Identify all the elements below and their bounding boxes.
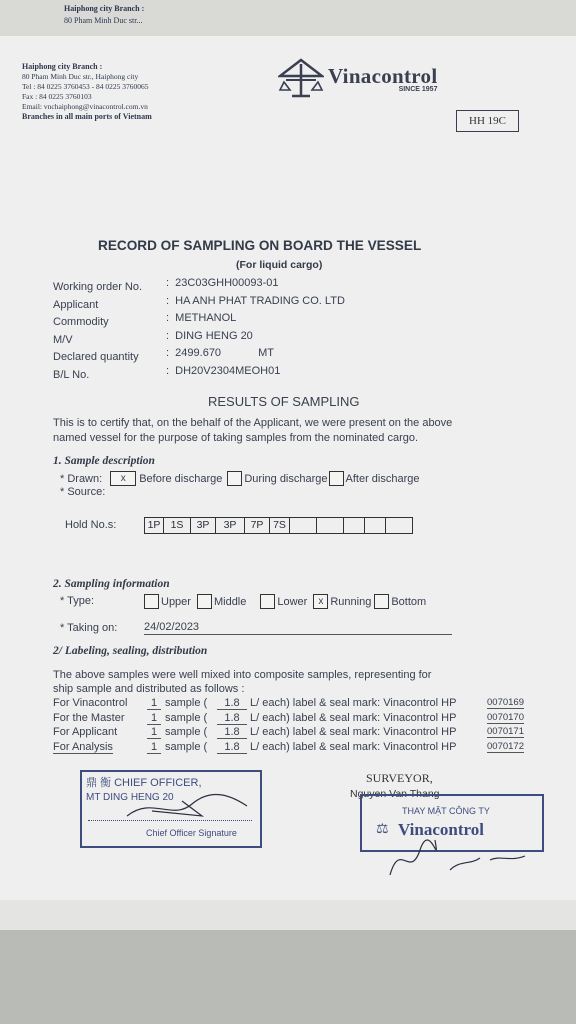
section-sample-description: 1. Sample description xyxy=(53,455,155,467)
stamp-top-text: THAY MẶT CÔNG TY xyxy=(402,806,490,816)
field-label: Commodity xyxy=(53,316,109,328)
hold-cell[interactable]: 3P xyxy=(190,517,216,534)
stamp-logo-text: Vinacontrol xyxy=(398,820,484,839)
branch-tel: Tel : 84 0225 3760453 - 84 0225 3760065 xyxy=(22,82,149,91)
results-heading: RESULTS OF SAMPLING xyxy=(208,394,360,409)
distribution-row xyxy=(53,697,543,712)
hold-cell[interactable]: 7P xyxy=(244,517,270,534)
branch-email: Email: vnchaiphong@vinacontrol.com.vn xyxy=(22,102,148,111)
hold-cells xyxy=(144,517,412,534)
surveyor-title: SURVEYOR, xyxy=(366,771,433,785)
distribution-volume: 1.8 xyxy=(217,726,247,739)
type-option-label: Middle xyxy=(213,595,247,608)
sample-word: sample ( xyxy=(165,726,208,738)
distribution-row xyxy=(53,741,543,756)
distribution-intro-2: ship sample and distributed as follows : xyxy=(53,683,245,695)
drawn-checkbox-before[interactable]: x xyxy=(110,471,136,486)
branch-fax: Fax : 84 0225 3760103 xyxy=(22,92,92,101)
field-label: Working order No. xyxy=(53,281,143,293)
stamp-scales-icon: ⚖ xyxy=(376,820,389,836)
record-fields xyxy=(53,277,503,382)
field-row: Applicant : HA ANH PHAT TRADING CO. LTD xyxy=(53,294,345,311)
drawn-checkbox-during[interactable] xyxy=(227,471,242,486)
drawn-checkbox-after[interactable] xyxy=(329,471,344,486)
seal-number: 0070169 xyxy=(487,697,524,708)
type-checkbox-lower[interactable] xyxy=(260,594,275,609)
branch-address: 80 Pham Minh Duc str., Haiphong city xyxy=(22,72,139,81)
each-text: L/ each) label & seal mark: Vinacontrol HP xyxy=(250,726,457,738)
distribution-intro-1: The above samples were well mixed into composite samples, representing for xyxy=(53,669,432,681)
certify-line-2: named vessel for the purpose of taking samples from the nominated cargo. xyxy=(53,432,419,444)
distribution-for: For the Master xyxy=(53,711,125,724)
sample-word: sample ( xyxy=(165,697,208,709)
hold-cell[interactable]: 3P xyxy=(215,517,245,534)
section-labeling: 2/ Labeling, sealing, distribution xyxy=(53,645,208,657)
drawn-label: * Drawn: xyxy=(60,472,103,485)
field-value: METHANOL xyxy=(175,312,237,324)
field-value: HA ANH PHAT TRADING CO. LTD xyxy=(175,294,345,307)
under-branch-address: 80 Pham Minh Duc str... xyxy=(64,16,143,25)
field-row: Declared quantity : 2499.670 MT xyxy=(53,347,275,363)
hold-cell[interactable]: 1S xyxy=(163,517,191,534)
under-branch-title: Haiphong city Branch : xyxy=(64,4,145,13)
type-option-label: Running xyxy=(330,595,372,608)
surveyor-signature-scribble xyxy=(380,820,540,890)
hold-cell[interactable] xyxy=(385,517,413,534)
hold-label: Hold No.s: xyxy=(65,519,117,531)
branch-title: Haiphong city Branch : xyxy=(22,62,103,71)
field-unit: MT xyxy=(258,347,275,359)
source-label: * Source: xyxy=(60,486,106,498)
hold-cell[interactable] xyxy=(289,517,317,534)
drawn-option-label: During discharge xyxy=(244,472,328,485)
document-title: RECORD OF SAMPLING ON BOARD THE VESSEL xyxy=(98,238,422,253)
distribution-qty: 1 xyxy=(147,741,161,754)
each-text: L/ each) label & seal mark: Vinacontrol HP xyxy=(250,740,457,753)
distribution-volume: 1.8 xyxy=(217,697,247,710)
type-option-label: Upper xyxy=(161,595,191,608)
field-value: DH20V2304MEOH01 xyxy=(175,364,281,377)
branches-note: Branches in all main ports of Vietnam xyxy=(22,112,152,121)
drawn-row xyxy=(60,471,420,486)
seal-number: 0070172 xyxy=(487,740,524,752)
type-checkbox-middle[interactable] xyxy=(197,594,212,609)
taking-on-date[interactable] xyxy=(144,621,452,635)
distribution-for: For Vinacontrol xyxy=(53,697,128,709)
distribution-volume: 1.8 xyxy=(217,741,247,754)
sample-word: sample ( xyxy=(165,740,208,753)
hold-cell[interactable] xyxy=(343,517,365,534)
type-checkbox-upper[interactable] xyxy=(144,594,159,609)
field-value: DING HENG 20 xyxy=(175,329,253,342)
hold-cell[interactable] xyxy=(316,517,344,534)
type-checkbox-running[interactable]: x xyxy=(313,594,328,609)
distribution-qty: 1 xyxy=(147,712,161,725)
logo-text: Vinacontrol xyxy=(328,63,438,88)
type-option-label: Bottom xyxy=(391,595,427,608)
hold-cell[interactable]: 7S xyxy=(269,517,290,534)
type-checkbox-bottom[interactable] xyxy=(374,594,389,609)
table-surface xyxy=(0,930,576,1024)
chief-signature-caption: Chief Officer Signature xyxy=(146,828,237,838)
each-text: L/ each) label & seal mark: Vinacontrol HP xyxy=(250,711,457,724)
taking-on-label: * Taking on: xyxy=(60,622,118,634)
each-text: L/ each) label & seal mark: Vinacontrol HP xyxy=(250,697,457,709)
seal-number: 0070170 xyxy=(487,711,524,723)
type-options xyxy=(144,594,426,609)
distribution-for: For Analysis xyxy=(53,740,113,753)
hold-cell[interactable]: 1P xyxy=(144,517,164,534)
field-value: 2499.670 xyxy=(175,347,222,359)
distribution-qty: 1 xyxy=(147,697,161,710)
scales-icon xyxy=(278,58,324,98)
branch-info xyxy=(22,62,152,122)
chief-signature-scribble xyxy=(122,786,252,826)
field-label: Applicant xyxy=(53,298,99,311)
type-label: * Type: xyxy=(60,595,95,607)
surveyor-name: Nguyen Van Thang xyxy=(350,788,440,800)
distribution-volume: 1.8 xyxy=(217,712,247,725)
section-sampling-information: 2. Sampling information xyxy=(53,578,170,590)
chief-stamp-title: 鼎 衡 CHIEF OFFICER, xyxy=(86,777,202,789)
field-label: M/V xyxy=(53,333,73,346)
certify-line-1: This is to certify that, on the behalf of the Applicant, we were present on the above xyxy=(53,417,453,429)
field-row: B/L No. : DH20V2304MEOH01 xyxy=(53,364,281,381)
field-label: Declared quantity xyxy=(53,351,139,363)
chief-stamp-vessel: MT DING HENG 20 xyxy=(86,792,174,803)
seal-number: 0070171 xyxy=(487,726,524,737)
field-row: Commodity : METHANOL xyxy=(53,312,237,328)
drawn-option-label: Before discharge xyxy=(139,472,223,485)
sample-word: sample ( xyxy=(165,711,208,724)
hold-cell[interactable] xyxy=(364,517,386,534)
distribution-for: For Applicant xyxy=(53,726,118,738)
since-text: SINCE 1957 xyxy=(398,85,438,93)
distribution-row xyxy=(53,712,543,727)
field-value: 23C03GHH00093-01 xyxy=(175,277,279,289)
chief-officer-stamp xyxy=(80,770,262,848)
type-option-label: Lower xyxy=(277,595,308,608)
distribution-qty: 1 xyxy=(147,726,161,739)
field-row: Working order No. : 23C03GHH00093-01 xyxy=(53,277,279,293)
distribution-rows xyxy=(53,697,543,755)
drawn-option-label: After discharge xyxy=(345,472,420,485)
taking-date-value: 24/02/2023 xyxy=(144,621,200,633)
vinacontrol-logo xyxy=(278,58,437,98)
document-subtitle: (For liquid cargo) xyxy=(236,259,323,271)
field-row: M/V : DING HENG 20 xyxy=(53,329,253,346)
field-label: B/L No. xyxy=(53,368,90,381)
form-code: HH 19C xyxy=(456,110,519,132)
distribution-row xyxy=(53,726,543,741)
